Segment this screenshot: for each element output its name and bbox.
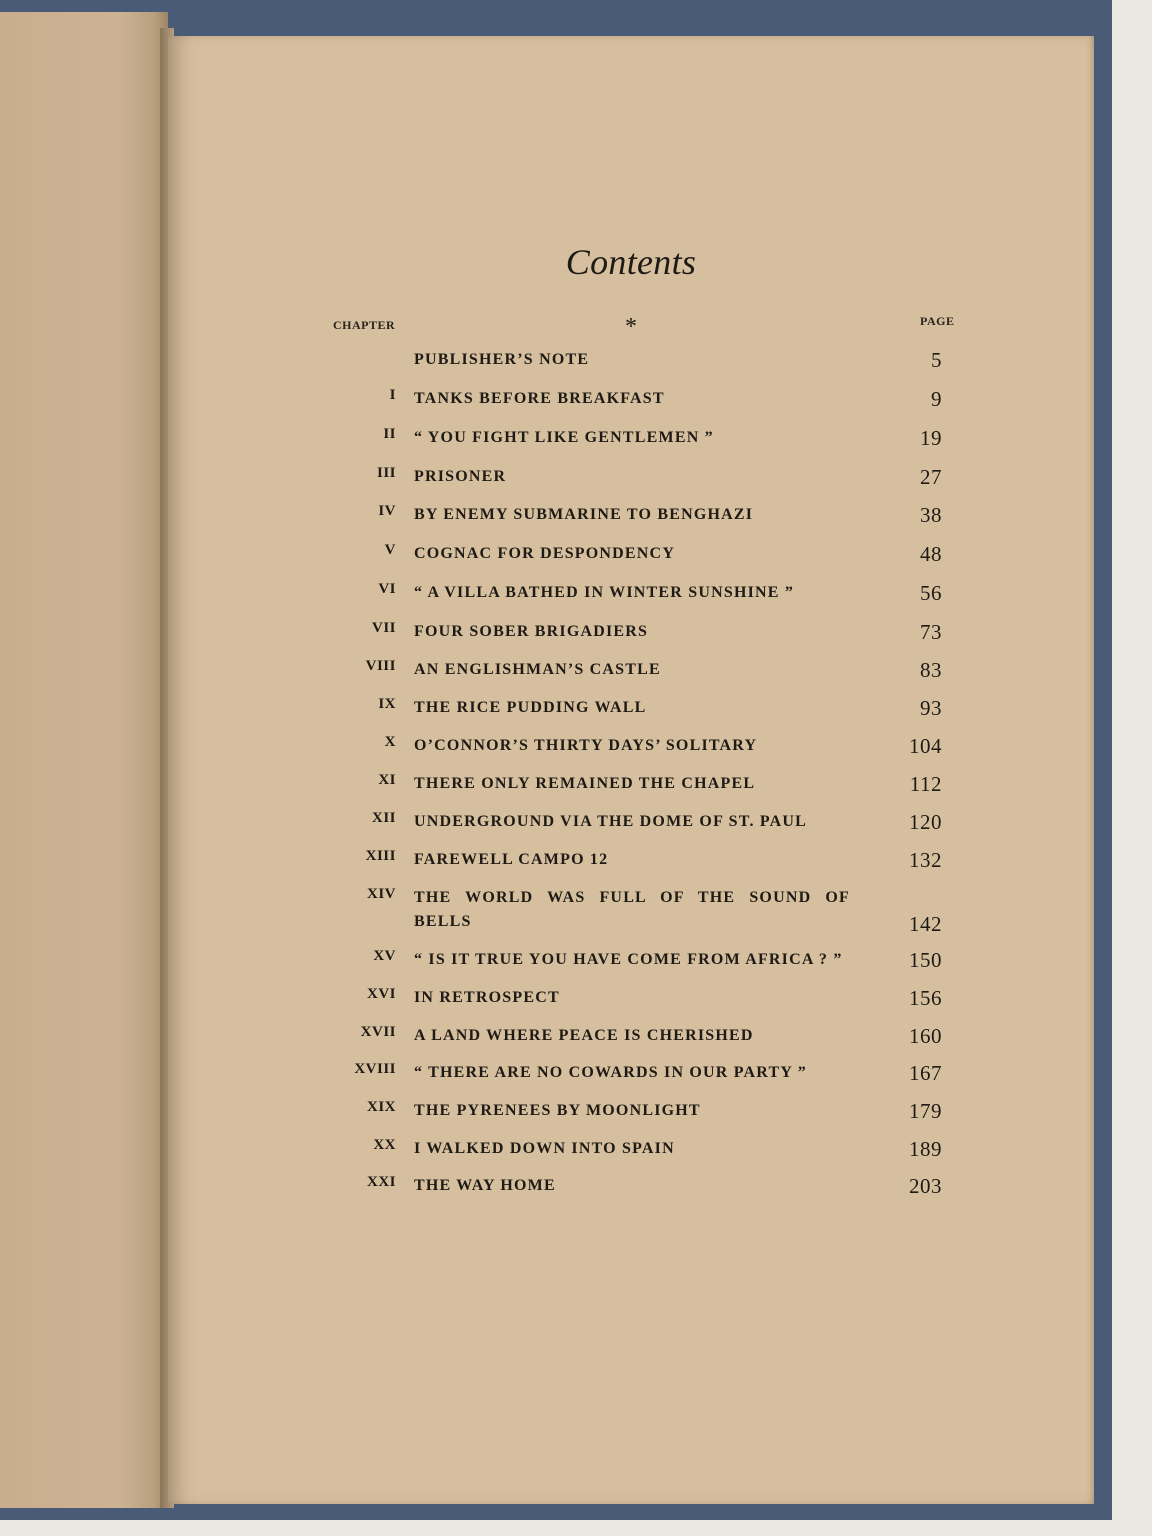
chapter-number: XI: [378, 772, 396, 788]
page-number: 83: [920, 658, 942, 682]
chapter-number: II: [383, 426, 396, 442]
chapter-title: THE WAY HOME: [414, 1177, 556, 1194]
page-number: 132: [909, 848, 942, 872]
chapter-title: AN ENGLISHMAN’S CASTLE: [414, 661, 661, 678]
toc-entry: [168, 620, 1094, 648]
page-column-header: PAGE: [920, 314, 955, 328]
chapter-number: I: [389, 387, 396, 403]
toc-entry: [168, 465, 1094, 493]
page-number: 142: [909, 912, 942, 936]
page-number: 179: [909, 1099, 942, 1123]
toc-entry: [168, 1099, 1094, 1127]
chapter-number: XV: [373, 948, 396, 964]
chapter-title: “ YOU FIGHT LIKE GENTLEMEN ”: [414, 429, 714, 446]
chapter-number: VIII: [365, 658, 396, 674]
chapter-title: BY ENEMY SUBMARINE TO BENGHAZI: [414, 506, 754, 523]
chapter-title: PRISONER: [414, 468, 507, 485]
page-number: 167: [909, 1061, 942, 1085]
page-number: 27: [920, 465, 942, 489]
chapter-number: XXI: [366, 1174, 396, 1190]
chapter-title: FOUR SOBER BRIGADIERS: [414, 623, 649, 640]
page-number: 5: [931, 348, 942, 372]
chapter-title: THE PYRENEES BY MOONLIGHT: [414, 1102, 701, 1119]
page-number: 112: [909, 772, 942, 796]
toc-entry: [168, 1174, 1094, 1202]
page-number: 56: [920, 581, 942, 605]
asterisk-ornament: *: [625, 314, 637, 340]
toc-entry: [168, 810, 1094, 838]
page-number: 189: [909, 1137, 942, 1161]
chapter-number: XX: [373, 1137, 396, 1153]
chapter-title: A LAND WHERE PEACE IS CHERISHED: [414, 1027, 754, 1044]
chapter-number: XII: [371, 810, 396, 826]
toc-entry: [168, 848, 1094, 876]
toc-entry: [168, 348, 1094, 376]
chapter-title: TANKS BEFORE BREAKFAST: [414, 390, 665, 407]
page-number: 104: [909, 734, 942, 758]
chapter-title: “ IS IT TRUE YOU HAVE COME FROM AFRICA ? ”: [414, 951, 843, 968]
toc-entry: [168, 426, 1094, 454]
page-number: 48: [920, 542, 942, 566]
toc-entry: [168, 503, 1094, 531]
chapter-title: PUBLISHER’S NOTE: [414, 351, 590, 368]
chapter-number: XIII: [365, 848, 396, 864]
page-number: 9: [931, 387, 942, 411]
chapter-number: IX: [378, 696, 396, 712]
chapter-title: IN RETROSPECT: [414, 989, 560, 1006]
chapter-number: XIX: [366, 1099, 396, 1115]
toc-entry: [168, 696, 1094, 724]
chapter-title: I WALKED DOWN INTO SPAIN: [414, 1140, 675, 1157]
toc-entry: [168, 734, 1094, 762]
toc-entry: [168, 772, 1094, 800]
chapter-title: UNDERGROUND VIA THE DOME OF ST. PAUL: [414, 813, 808, 830]
page-title: Contents: [565, 242, 697, 282]
chapter-number: V: [384, 542, 396, 558]
chapter-number: XVI: [366, 986, 396, 1002]
toc-entry: [168, 1024, 1094, 1052]
page-number: 73: [920, 620, 942, 644]
chapter-title: THERE ONLY REMAINED THE CHAPEL: [414, 775, 756, 792]
page-number: 203: [909, 1174, 942, 1198]
page-number: 93: [920, 696, 942, 720]
chapter-title: FAREWELL CAMPO 12: [414, 851, 609, 868]
toc-entry: [168, 387, 1094, 415]
page-number: 150: [909, 948, 942, 972]
chapter-title: “ A VILLA BATHED IN WINTER SUNSHINE ”: [414, 584, 795, 601]
chapter-number: VI: [378, 581, 396, 597]
page-number: 156: [909, 986, 942, 1010]
toc-entry: [168, 1137, 1094, 1165]
toc-entry: [168, 886, 1094, 942]
toc-entry: [168, 948, 1094, 976]
chapter-number: XVII: [360, 1024, 396, 1040]
chapter-number: XVIII: [354, 1061, 396, 1077]
chapter-number: XIV: [366, 886, 396, 902]
toc-entry: [168, 658, 1094, 686]
page-number: 120: [909, 810, 942, 834]
toc-entry: [168, 1061, 1094, 1089]
chapter-number: III: [376, 465, 396, 481]
chapter-title: THE RICE PUDDING WALL: [414, 699, 647, 716]
left-page: [0, 12, 168, 1508]
contents-page: [168, 36, 1094, 1504]
toc-entry: [168, 581, 1094, 609]
toc-entry: [168, 542, 1094, 570]
chapter-title: THE WORLD WAS FULL OF THE SOUND OF BELLS: [414, 889, 850, 930]
chapter-number: X: [384, 734, 396, 750]
toc-entry: [168, 986, 1094, 1014]
chapter-title: “ THERE ARE NO COWARDS IN OUR PARTY ”: [414, 1064, 807, 1081]
chapter-number: VII: [371, 620, 396, 636]
chapter-number: IV: [378, 503, 396, 519]
page-number: 160: [909, 1024, 942, 1048]
page-number: 19: [920, 426, 942, 450]
chapter-title: COGNAC FOR DESPONDENCY: [414, 545, 676, 562]
chapter-title: O’CONNOR’S THIRTY DAYS’ SOLITARY: [414, 737, 758, 754]
chapter-column-header: CHAPTER: [333, 318, 396, 332]
page-number: 38: [920, 503, 942, 527]
